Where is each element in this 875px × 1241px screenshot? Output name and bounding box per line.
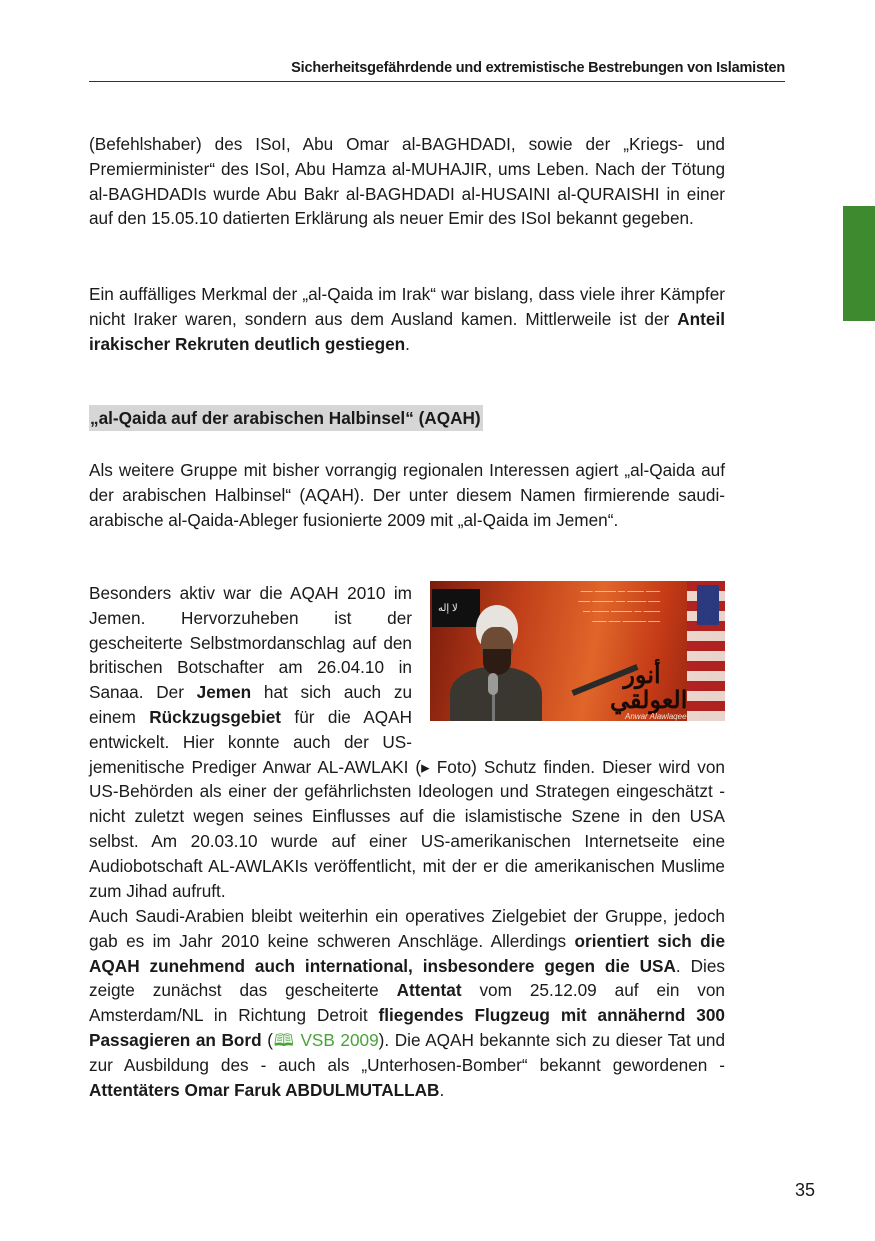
paragraph-3 [89, 458, 725, 532]
reference-link[interactable]: 🕮 VSB 2009 [272, 1029, 379, 1050]
paragraph-4: لا إله ــــــ ـــــــ ـــ ـــــــــ ـــــ ـــــ ــــــــ ــــ ـــــــــ ـــــ ـــــــ ـــ ـــــــــ ـــــــ ـــ ـــــ ــــــــــ ـــــ ــــــ أنور العولقي Anwar Alawlaqee Besonders aktiv war die AQAH 2010 im Jemen. Hervorzuheben ist der gescheiterte Selbstmordanschlag auf den britischen Botschafter am 26.04.10 in Sanaa. Der Jemen hat sich auch zu einem Rückzugsgebiet für die AQAH entwickelt. Hier konnte auch der US-jemenitische Prediger Anwar AL-AWLAKI (▸ Foto) Schutz finden. Dieser wird von US-Behörden als einer der gefährlichsten Ideologen und Strategen eingeschätzt - nicht zuletzt wegen seines Einflusses auf die islamistische Szene in den USA selbst. Am 20.03.10 wurde auf einer US-amerikanischen Internetseite eine Audiobotschaft AL-AWLAKIs veröffentlicht, mit der er die amerikanischen Muslime zum Jihad aufruft. [89, 583, 725, 901]
section-heading: „al-Qaida auf der arabischen Halbinsel“ (AQAH) [89, 405, 483, 431]
us-flag [687, 581, 725, 721]
paragraph-1 [89, 132, 725, 231]
awlaki-photo [430, 581, 725, 721]
p2-text: Ein auffälliges Merkmal der „al-Qaida im Irak“ war bislang, dass viele ihrer Kämpfer nicht Iraker waren, sondern aus dem Ausland kamen. Mittlerweile ist der [89, 284, 725, 329]
photo-arabic-text: ــــــ ـــــــ ـــ ـــــــــ ـــــ ـــــ ــــــــ ــــ ـــــــــ ـــــ ـــــــ ـــ ـــــــــ ـــــــ ـــ ـــــ ــــــــــ ـــــ ــــــ [578, 585, 660, 624]
p2-bold: Anteil irakischer Rekruten deutlich gestiegen [89, 308, 725, 354]
paragraph-3-text: Als weitere Gruppe mit bisher vorrangig regionalen Interessen agiert „al-Qaida auf der arabischen Halbinsel“ (AQAH). Der unter diesem Namen firmierende saudi-arabische al-Qaida-Ableger fusionierte 2009 mit „al-Qaida im Jemen“. [89, 460, 725, 530]
paragraph-2: Ein auffälliges Merkmal der „al-Qaida im Irak“ war bislang, dass viele ihrer Kämpfer nicht Iraker waren, sondern aus dem Ausland kamen. Mittlerweile ist der Anteil irakischer Rekruten deutlich gestiegen. [89, 284, 725, 354]
section-tab [843, 206, 875, 321]
arrow-icon: ▸ [421, 756, 430, 777]
header-rule [89, 81, 785, 82]
page-number: 35 [795, 1180, 816, 1200]
running-header: Sicherheitsgefährdende und extremistische Bestrebungen von Islamisten [291, 60, 785, 76]
photo-calligraphy: أنور العولقي [610, 660, 688, 714]
microphone-icon [488, 673, 498, 695]
paragraph-5: Auch Saudi-Arabien bleibt weiterhin ein operatives Zielgebiet der Gruppe, jedoch gab es im Jahr 2010 keine schweren Anschläge. Allerdings orientiert sich die AQAH zunehmend auch international, insbesondere gegen die USA. Dies zeigte zunächst das gescheiterte Attentat vom 25.12.09 auf ein von Amsterdam/NL in Richtung Detroit fliegendes Flugzeug mit annähernd 300 Passagieren an Bord (🕮 VSB 2009). Die AQAH bekannte sich zu dieser Tat und zur Ausbildung des - auch als „Unterhosen-Bomber“ bekannt gewordenen - Attentäters Omar Faruk ABDULMUTALLAB. [89, 906, 726, 1100]
photo-caption: Anwar Alawlaqee [625, 712, 687, 721]
black-banner: لا إله [432, 589, 480, 627]
paragraph-1-text: (Befehlshaber) des ISoI, Abu Omar al-BAGHDADI, sowie der „Kriegs- und Premierminister“ des ISoI, Abu Hamza al-MUHAJIR, ums Leben. Nach der Tötung al-BAGHDADIs wurde Abu Bakr al-BAGHDADI al-HUSAINI al-QURAISHI in einer auf den 15.05.10 datierten Erklärung als neuer Emir des ISoI bekannt gegeben. [89, 134, 725, 229]
person-figure [450, 605, 540, 721]
